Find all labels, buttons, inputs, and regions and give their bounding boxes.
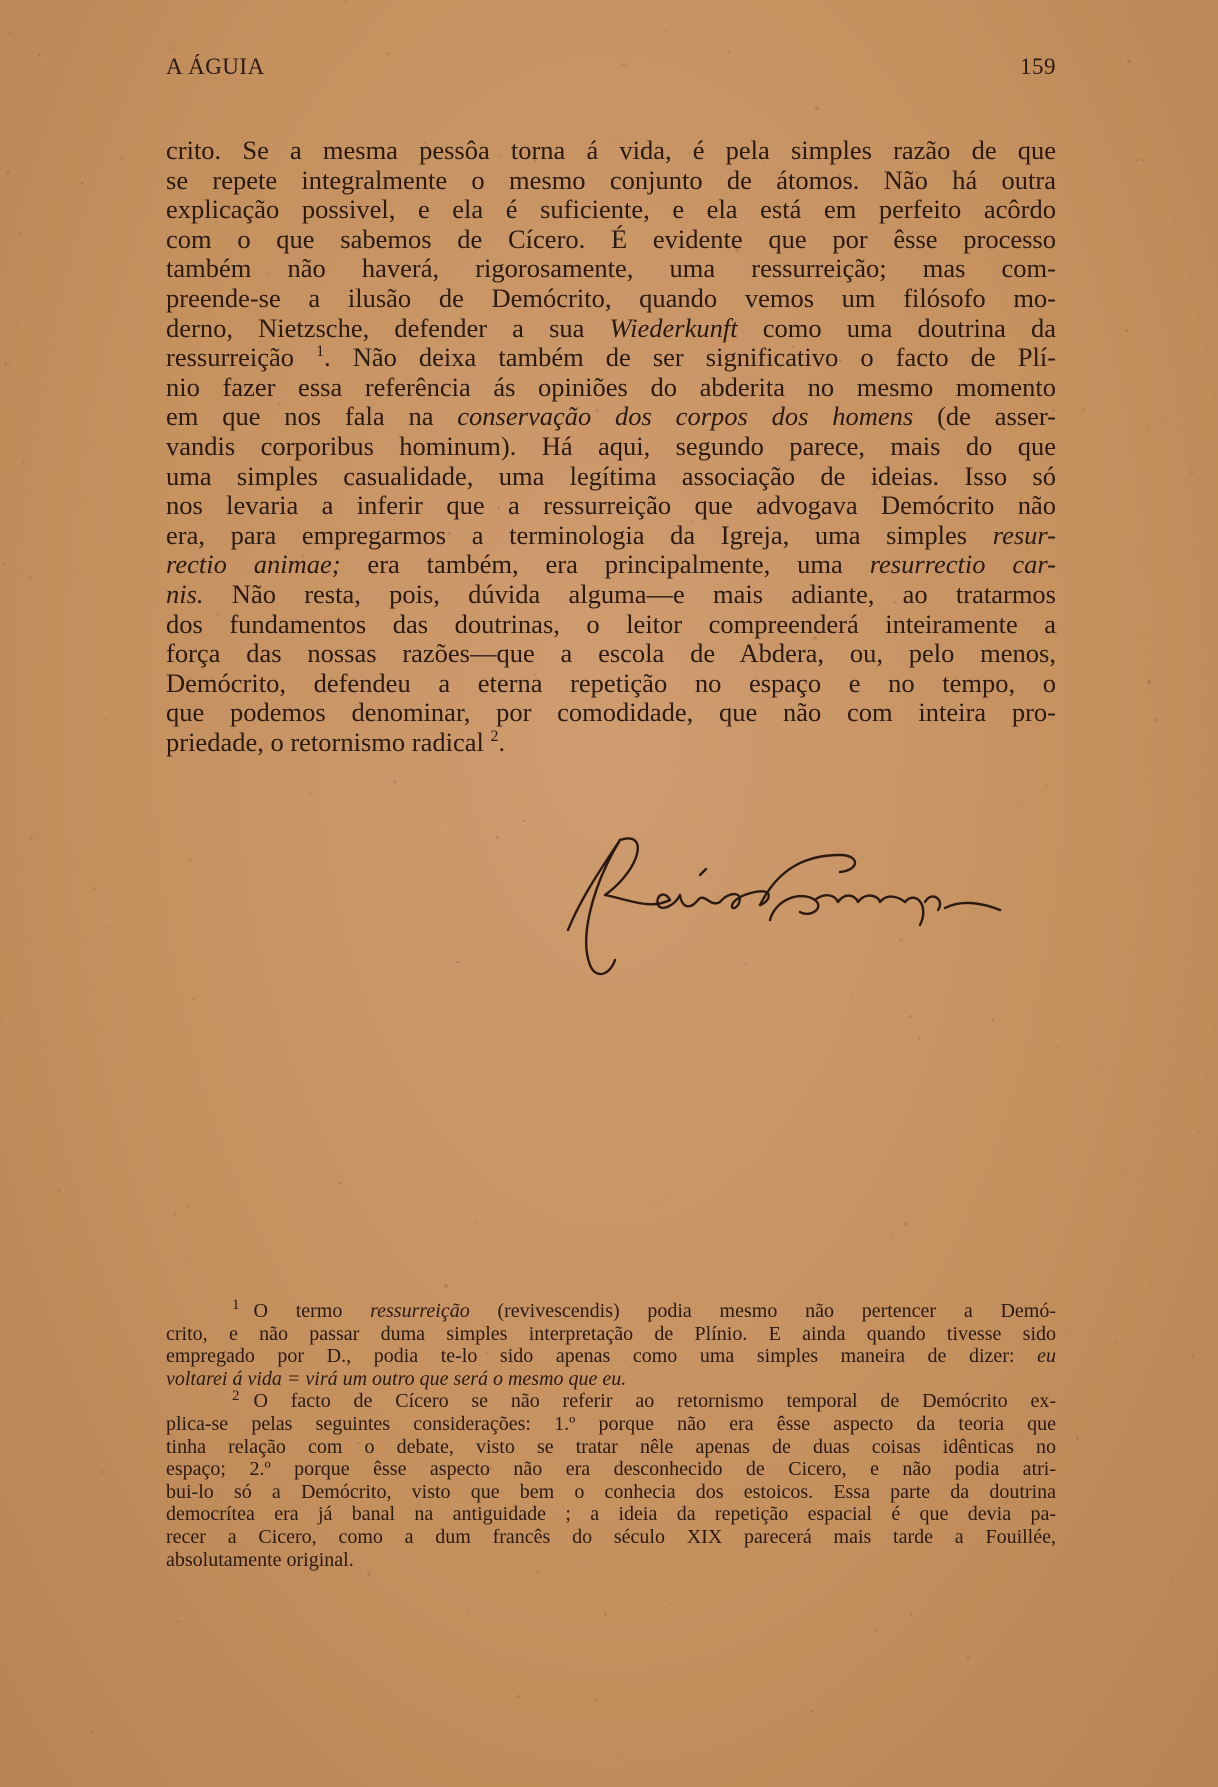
- footnote-line: $^2$ O facto de Cícero se não referir ao retornismo temporal de Demócrito ex-: [232, 1387, 1056, 1413]
- italic-text: nis.: [166, 578, 204, 609]
- body-line: nis. Não resta, pois, dúvida alguma—e mais adiante, ao tratarmos: [166, 578, 1056, 609]
- footnote-ref: 2: [490, 728, 499, 746]
- footnote-marker: 1: [232, 1297, 240, 1314]
- body-line: uma simples casualidade, uma legítima associação de ideias. Isso só: [166, 460, 1056, 491]
- italic-text: Wiederkunft: [609, 312, 738, 343]
- body-line: em que nos fala na conservação dos corpos dos homens (de asser-: [166, 401, 1056, 432]
- body-line: explicação possivel, e ela é suficiente, e ela está em perfeito acôrdo: [166, 194, 1056, 225]
- footnote-line: plica-se pelas seguintes considerações: 1.º porque não era êsse aspecto da teoria que: [166, 1412, 1056, 1435]
- footnote-line: empregado por D., podia te-lo sido apenas como uma simples maneira de dizer: eu: [166, 1345, 1056, 1368]
- body-line: nos levaria a inferir que a ressurreição que advogava Demócrito não: [166, 490, 1056, 521]
- body-line: preende-se a ilusão de Demócrito, quando vemos um filósofo mo-: [166, 282, 1056, 313]
- body-line: força das nossas razões—que a escola de Abdera, ou, pelo menos,: [166, 638, 1056, 669]
- body-line: nio fazer essa referência ás opiniões do abderita no mesmo momento: [166, 371, 1056, 402]
- body-line: que podemos denominar, por comodidade, que não com inteira pro-: [166, 697, 1056, 728]
- italic-text: resur-: [992, 519, 1056, 550]
- body-line: também não haverá, rigorosamente, uma ressurreição; mas com-: [166, 253, 1056, 284]
- footnote-line: democrítea era já banal na antiguidade ; a ideia da repetição espacial é que devia pa-: [166, 1503, 1056, 1526]
- footnote-line: crito, e não passar duma simples interpretação de Plínio. E ainda quando tivesse sido: [166, 1322, 1056, 1345]
- italic-text: resurrectio car-: [869, 549, 1056, 580]
- footnote-line: [166, 1368, 1056, 1391]
- footnote-marker: 2: [232, 1387, 240, 1404]
- footnote-line: tinha relação com o debate, visto se tratar nêle apenas de duas coisas idênticas no: [166, 1435, 1056, 1458]
- body-line: era, para empregarmos a terminologia da Igreja, uma simples resur-: [166, 519, 1056, 550]
- author-signature: [560, 830, 1030, 980]
- italic-text: voltarei á vida = virá um outro que será o mesmo que eu.: [166, 1367, 627, 1390]
- body-line: Demócrito, defendeu a eterna repetição no espaço e no tempo, o: [166, 667, 1056, 698]
- footnote-line: bui-lo só a Demócrito, visto que bem o conhecia dos estoicos. Essa parte da doutrina: [166, 1480, 1056, 1503]
- italic-text: eu: [1037, 1345, 1056, 1368]
- body-line: derno, Nietzsche, defender a sua Wiederkunft como uma doutrina da: [166, 312, 1056, 343]
- italic-text: conservação dos corpos dos homens: [457, 401, 914, 432]
- page-number: 159: [1020, 54, 1056, 79]
- italic-text: rectio animae;: [166, 549, 341, 580]
- body-line: crito. Se a mesma pessôa torna á vida, é pela simples razão de que: [166, 135, 1056, 165]
- body-line: vandis corporibus hominum). Há aqui, segundo parece, mais do que: [166, 430, 1056, 461]
- body-line: dos fundamentos das doutrinas, o leitor compreenderá inteiramente a: [166, 608, 1056, 639]
- running-header: [166, 54, 1056, 88]
- body-line: priedade, o retornismo radical $^2$.: [166, 726, 506, 757]
- body-text: [166, 136, 1056, 757]
- body-line: rectio animae; era também, era principalmente, uma resurrectio car-: [166, 549, 1056, 580]
- journal-title: A ÁGUIA: [166, 54, 265, 79]
- footnotes: [166, 1297, 1056, 1571]
- body-line: ressurreição $^1$. Não deixa também de ser significativo o facto de Plí-: [166, 342, 1057, 373]
- footnote-line: recer a Cicero, como a dum francês do século XIX parecerá mais tarde a Fouillée,: [166, 1525, 1056, 1548]
- footnote-line: espaço; 2.º porque êsse aspecto não era desconhecido de Cicero, e não podia atri-: [166, 1458, 1056, 1481]
- italic-text: ressurreição: [370, 1300, 470, 1322]
- footnote-ref: 1: [316, 343, 325, 361]
- footnote-line: absolutamente original.: [166, 1548, 354, 1571]
- body-line: com o que sabemos de Cícero. É evidente que por êsse processo: [166, 223, 1056, 254]
- footnote-line: $^1$ O termo ressurreição (revivescendis) podia mesmo não pertencer a Demó-: [232, 1297, 1056, 1322]
- body-line: se repete integralmente o mesmo conjunto de átomos. Não há outra: [166, 164, 1056, 195]
